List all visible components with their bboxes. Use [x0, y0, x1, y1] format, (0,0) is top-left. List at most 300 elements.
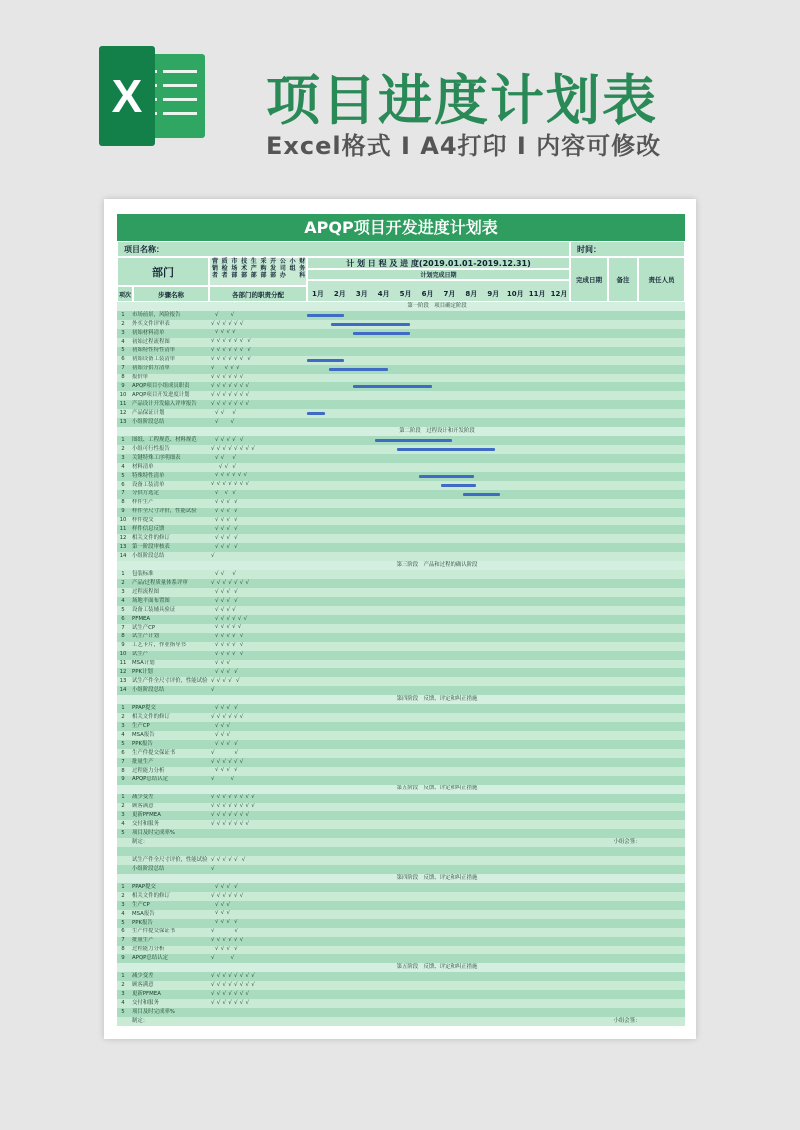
step-number: 3 [121, 991, 125, 997]
step-name: 初始材料清单 [132, 329, 165, 336]
table-row [117, 794, 685, 803]
duty-marks: √ √ √ √ √ √ √ [211, 356, 252, 363]
table-row [117, 588, 685, 597]
step-number: 13 [119, 544, 127, 551]
step-number: 3 [121, 722, 125, 729]
step-number [117, 838, 129, 847]
step-number: 7 [121, 365, 125, 372]
step-name: 生产件提交保证书 [132, 928, 176, 935]
step-name: 相关文件的修订 [132, 892, 170, 899]
duty-marks: √ √ √ √ √ [211, 678, 240, 685]
plan-date-label: 计划完成日期 [307, 269, 570, 280]
step-number: 3 [121, 588, 125, 595]
step-number: 4 [121, 999, 125, 1006]
step-name: 小组阶段总结 [132, 687, 165, 694]
step-name: APQP项目小组成员职责 [132, 383, 190, 390]
table-row [117, 990, 685, 999]
duty-marks: √ √ [211, 776, 235, 783]
table-row [117, 776, 685, 785]
duty-marks: √ √ √ √ [211, 669, 238, 676]
step-name: 减少变差 [132, 794, 154, 801]
dept-column-label: 市场部 [231, 258, 238, 279]
step-number: 5 [121, 606, 125, 613]
gantt-bar [307, 359, 344, 362]
step-name: 项目及时完成率% [132, 830, 175, 837]
step-name: APQP总结认定 [132, 955, 168, 962]
table-row [117, 847, 685, 856]
table-row [117, 320, 685, 329]
table-row [117, 803, 685, 812]
gantt-bar [329, 368, 388, 371]
step-number: 1 [121, 883, 125, 890]
table-row [117, 1017, 685, 1026]
step-number: 5 [121, 472, 125, 479]
duty-marks [211, 1017, 307, 1026]
table-row [117, 677, 685, 686]
signoff-label: 小组会签： [613, 839, 641, 846]
step-number: 8 [121, 374, 125, 381]
step-number: 5 [121, 919, 125, 926]
table-row [117, 758, 685, 767]
excel-logo-line [163, 70, 197, 73]
phase-label: 第四阶段 反馈、评定和纠正措施 [396, 874, 478, 881]
table-row [117, 660, 685, 669]
duty-marks [211, 847, 307, 856]
step-number [117, 865, 129, 874]
step-name: 样件提交 [132, 517, 154, 524]
step-number: 8 [121, 499, 125, 506]
step-name: 产品保证计划 [132, 410, 165, 417]
step-number: 11 [119, 660, 127, 667]
phase-label: 第三阶段 产品和过程的确认阶段 [396, 561, 478, 568]
step-name: MSA报告 [132, 910, 155, 917]
table-row [117, 820, 685, 829]
step-number: 5 [121, 740, 125, 747]
duty-marks: √ √ √ √ [211, 588, 238, 595]
step-name: 初始过程流程图 [132, 338, 170, 345]
step-number: 4 [121, 821, 125, 828]
duty-marks: √ [211, 552, 215, 559]
step-name: 产品设计开发输入评审报告 [132, 401, 197, 408]
step-number: 14 [119, 553, 127, 560]
step-name: PPAP提交 [132, 704, 156, 711]
step-name: 初始分供方清单 [132, 365, 170, 372]
duty-marks: √ √ √ [211, 570, 237, 577]
step-name: 初始设备工装清单 [132, 356, 176, 363]
table-row [117, 347, 685, 356]
step-number: 5 [121, 1008, 125, 1015]
dept-column-label: 财务科 [299, 258, 306, 279]
duty-marks: √ √ √ √ √ √ [211, 374, 244, 381]
table-row [117, 579, 685, 588]
table-row [117, 374, 685, 383]
step-name: 试生产 [132, 651, 149, 658]
step-number: 12 [119, 410, 127, 417]
duty-marks: √ √ √ [211, 463, 237, 470]
project-name-label: 项目名称： [117, 241, 570, 257]
table-row [117, 597, 685, 606]
step-number: 9 [121, 955, 125, 962]
table-row [117, 1008, 685, 1017]
step-number: 8 [121, 633, 125, 640]
step-name: 小组阶段总结 [132, 418, 165, 425]
duty-marks: √ √ √ √ √ √ [211, 758, 244, 765]
duty-marks: √ √ √ √ [211, 606, 236, 613]
table-row [117, 329, 685, 338]
step-number: 1 [121, 311, 125, 318]
table-row [117, 981, 685, 990]
duty-marks: √ √ √ [211, 409, 237, 416]
step-name: 材料清单 [132, 463, 154, 470]
step-name: 减少变差 [132, 973, 154, 980]
table-row [117, 463, 685, 472]
month-label: 12月 [550, 290, 568, 298]
step-number: 8 [121, 767, 125, 774]
phase-label: 第一阶段 项目确定阶段 [407, 302, 467, 309]
step-number: 3 [121, 901, 125, 908]
step-number: 10 [119, 651, 127, 658]
step-number: 11 [119, 401, 127, 408]
duty-marks: √ √ √ √ √ √ [211, 472, 248, 479]
step-number: 9 [121, 383, 125, 390]
phase-row [117, 561, 685, 570]
table-row [117, 704, 685, 713]
duty-marks: √ √ √ √ √ √ √ [211, 999, 250, 1006]
step-name: 顾客满意 [132, 982, 154, 989]
step-number [117, 847, 129, 856]
duty-marks: √ √ √ √ √ √ [211, 937, 244, 944]
table-row [117, 865, 685, 874]
duty-marks: √ √ √ √ √ √ [211, 320, 244, 327]
dept-column-label: 技术部 [241, 258, 248, 279]
duty-marks: √ √ √ √ √ √ √ [211, 481, 250, 488]
step-name: 交付和服务 [132, 999, 159, 1006]
duty-marks: √ √ √ [211, 910, 231, 917]
excel-logo-line [163, 112, 197, 115]
duty-marks: √ √ √ √ [211, 883, 238, 890]
phase-label: 第二阶段 过程设计和开发阶段 [399, 427, 475, 434]
step-name: PPAP提交 [132, 883, 156, 890]
excel-logo-letter: X [99, 46, 155, 146]
step-number: 3 [121, 812, 125, 819]
step-number: 13 [119, 678, 127, 685]
step-number: 4 [121, 597, 125, 604]
duty-marks: √ √ √ √ [211, 597, 238, 604]
table-row [117, 838, 685, 847]
step-name: 场地平面布置图 [132, 597, 170, 604]
step-name: 报价单 [132, 374, 149, 381]
table-row [117, 499, 685, 508]
step-name: 设备工装辅具验证 [132, 606, 176, 613]
month-label: 1月 [312, 290, 324, 298]
done-date-header: 完成日期 [570, 257, 608, 302]
table-row [117, 856, 685, 865]
duty-marks: √ √ √ √ √ [211, 651, 244, 658]
step-name: 初始特性特性清单 [132, 347, 176, 354]
step-name: 样件信息反馈 [132, 526, 165, 533]
step-name: 更新PFMEA [132, 991, 161, 997]
step-name: MSA报告 [132, 731, 155, 738]
gantt-bar [375, 439, 452, 442]
table-row [117, 508, 685, 517]
step-name: 批量生产 [132, 937, 154, 944]
step-name: APQP项目开发进度计划 [132, 392, 190, 399]
step-name: 过程能力分析 [132, 946, 165, 953]
duty-marks: √ √ √ √ [211, 526, 238, 533]
table-row [117, 713, 685, 722]
dept-column-label: 小组 [289, 258, 296, 272]
table-row [117, 651, 685, 660]
duty-marks: √ √ √ √ √ √ √ [211, 338, 252, 345]
step-name: PPK计划 [132, 669, 153, 676]
table-row [117, 356, 685, 365]
table-row [117, 731, 685, 740]
gantt-bar [353, 385, 432, 388]
step-name: APQP总结认定 [132, 776, 168, 783]
step-name: MSA计划 [132, 660, 155, 667]
phase-label: 第四阶段 反馈、评定和纠正措施 [396, 696, 478, 703]
page-subtitle: Excel格式 I A4打印 I 内容可修改 [266, 132, 662, 160]
step-number: 8 [121, 946, 125, 953]
step-name: 过程能力分析 [132, 767, 165, 774]
duty-marks: √ √ √ √ [211, 508, 238, 515]
table-row [117, 972, 685, 981]
plan-table [117, 302, 685, 1026]
step-number: 4 [121, 910, 125, 917]
step-number: 2 [121, 445, 125, 452]
step-number: 6 [121, 481, 125, 488]
duty-marks: √ √ √ √ √ √ √ [211, 990, 250, 997]
duty-marks: √ √ √ √ √ [211, 642, 244, 649]
duty-marks: √ √ √ √ √ √ √ √ [211, 803, 255, 810]
table-row [117, 633, 685, 642]
table-row [117, 606, 685, 615]
step-name: 外买文件评审表 [132, 320, 170, 327]
time-label: 时间： [570, 241, 685, 257]
step-number: 1 [121, 794, 125, 801]
duty-marks: √ √ √ √ √ √ √ [211, 392, 250, 399]
step-number: 4 [121, 463, 125, 470]
step-number: 7 [121, 624, 125, 631]
phase-label: 第五阶段 反馈、评定和纠正措施 [396, 785, 478, 792]
step-number: 12 [119, 669, 127, 676]
table-row [117, 642, 685, 651]
table-row [117, 883, 685, 892]
table-row [117, 543, 685, 552]
phase-label: 第五阶段 反馈、评定和纠正措施 [396, 964, 478, 971]
step-name: 相关文件的修订 [132, 535, 170, 542]
duty-marks: √ √ √ √ √ √ √ √ [211, 794, 255, 801]
step-number: 2 [121, 320, 125, 327]
step-name: 分供方选定 [132, 490, 159, 497]
step-number: 6 [121, 356, 125, 363]
table-row [117, 382, 685, 391]
table-row [117, 767, 685, 776]
table-row [117, 436, 685, 445]
month-label: 8月 [465, 290, 478, 298]
step-number: 2 [121, 713, 125, 720]
phase-row [117, 874, 685, 883]
gantt-bar [307, 412, 325, 415]
phase-row [117, 785, 685, 794]
duty-marks: √ √ √ √ √ √ [211, 615, 248, 622]
table-row [117, 517, 685, 526]
step-name: 项目及时完成率% [132, 1008, 175, 1015]
duty-marks: √ √ √ √ √ √ [211, 713, 244, 720]
table-row [117, 954, 685, 963]
owner-header: 责任人员 [638, 257, 685, 302]
duty-marks: √ √ √ √ √ √ √ [211, 400, 250, 407]
table-row [117, 910, 685, 919]
gantt-bar [397, 448, 496, 451]
table-row [117, 686, 685, 695]
step-name: 顾客满意 [132, 803, 154, 810]
step-number: 2 [121, 982, 125, 989]
step-name: 生产CP [132, 722, 150, 729]
duty-marks [211, 1008, 307, 1017]
step-name: 小组可行性报告 [132, 445, 170, 452]
duty-marks: √ √ [211, 311, 235, 318]
duty-marks: √ [211, 687, 215, 694]
month-label: 7月 [443, 290, 456, 298]
plan-title: 计 划 日 程 及 进 度(2019.01.01-2019.12.31) [307, 257, 570, 269]
step-number: 12 [119, 535, 127, 542]
duty-marks: √ √ √ √ √ √ √ √ [211, 445, 255, 452]
table-row [117, 454, 685, 463]
duty-marks: √ √ [211, 928, 239, 935]
step-number: 2 [121, 803, 125, 810]
table-row [117, 946, 685, 955]
dept-column-label: 营销者 [211, 258, 218, 279]
table-row [117, 749, 685, 758]
step-name: 市场前景，风险报告 [132, 311, 181, 318]
dept-column-label: 质检者 [221, 258, 228, 279]
step-number: 6 [121, 615, 125, 622]
step-number: 13 [119, 418, 127, 425]
table-row [117, 338, 685, 347]
table-row [117, 472, 685, 481]
table-row [117, 391, 685, 400]
dept-column-label: 采购部 [260, 258, 267, 279]
table-row [117, 311, 685, 320]
duty-marks: √ √ √ √ [211, 704, 238, 711]
step-number: 6 [121, 749, 125, 756]
duty-marks: √ √ √ √ √ √ √ [211, 579, 250, 586]
step-name: 试生产计划 [132, 633, 159, 640]
table-row [117, 552, 685, 561]
step-name: PFMEA [132, 615, 151, 622]
step-name: 样件全尺寸评价，性能试验 [132, 508, 197, 515]
step-number: 7 [121, 937, 125, 944]
step-name: 产品/过程质量体系评审 [132, 579, 188, 586]
table-row [117, 829, 685, 838]
remark-header: 备注 [608, 257, 638, 302]
step-number: 9 [121, 776, 125, 783]
step-number: 9 [121, 642, 125, 649]
step-number: 2 [121, 579, 125, 586]
step-number: 14 [119, 687, 127, 694]
step-number: 4 [121, 731, 125, 738]
duty-marks: √ √ [211, 418, 235, 425]
step-name: 特殊特性清单 [132, 472, 165, 479]
table-row [117, 490, 685, 499]
duty-marks: √ √ √ √ √ √ √ √ [211, 981, 255, 988]
step-number: 7 [121, 490, 125, 497]
step-number: 1 [121, 704, 125, 711]
table-row [117, 481, 685, 490]
duty-marks: √ √ √ √ √ √ √ √ [211, 973, 255, 980]
table-row [117, 615, 685, 624]
month-label: 10月 [506, 290, 524, 298]
month-label: 2月 [333, 290, 346, 298]
duty-marks: √ √ √ √ [211, 740, 238, 747]
step-name: 制定： [132, 839, 149, 846]
step-number: 1 [121, 973, 125, 980]
duty-marks: √ √ √ √ [211, 535, 238, 542]
gantt-bar [441, 484, 476, 487]
phase-row [117, 963, 685, 972]
dept-label: 部门 [117, 257, 209, 286]
duty-marks: √ √ √ [211, 660, 231, 667]
duty-marks: √ √ √ √ [211, 329, 236, 336]
step-name-header: 步骤名称 [133, 286, 209, 302]
step-number: 10 [119, 392, 127, 399]
month-label: 3月 [355, 290, 368, 298]
step-name: 批量生产 [132, 758, 154, 765]
table-row [117, 570, 685, 579]
step-name: PPK报告 [132, 740, 153, 747]
step-name: 相关文件的修订 [132, 713, 170, 720]
duty-header: 各部门的职责分配 [209, 286, 307, 302]
gantt-bar [331, 323, 410, 326]
step-number: 11 [119, 526, 127, 533]
duty-marks: √ √ √ √ [211, 919, 238, 926]
step-number: 3 [121, 454, 125, 461]
step-name: 工艺卡片，作业指导书 [132, 642, 186, 649]
step-number: 5 [121, 830, 125, 837]
step-number: 10 [119, 517, 127, 524]
excel-logo [99, 46, 207, 146]
gantt-bar [419, 475, 474, 478]
step-name: 试生产件全尺寸评价，性能试验 [132, 678, 208, 685]
gantt-bar [463, 493, 500, 496]
duty-marks: √ √ √ [211, 731, 231, 738]
duty-marks: √ √ √ √ √ [211, 624, 242, 631]
table-row [117, 740, 685, 749]
table-row [117, 624, 685, 633]
table-row [117, 668, 685, 677]
phase-row [117, 695, 685, 704]
month-label: 5月 [399, 290, 412, 298]
step-name: 第一阶段审核表 [132, 544, 170, 551]
step-name: 更新PFMEA [132, 812, 161, 819]
signoff-label: 小组会签： [613, 1017, 641, 1024]
duty-marks: √ √ √ [211, 722, 231, 729]
duty-marks: √ √ √ √ √ √ √ [211, 821, 250, 828]
step-number: 5 [121, 347, 125, 354]
table-row [117, 525, 685, 534]
table-row [117, 901, 685, 910]
duty-marks: √ √ √ √ √ [211, 436, 244, 443]
table-row [117, 919, 685, 928]
table-row [117, 409, 685, 418]
table-row [117, 365, 685, 374]
step-name: PPK报告 [132, 919, 153, 926]
duty-marks: √ √ √ [211, 901, 231, 908]
duty-marks: √ √ [211, 749, 239, 756]
dept-column-label: 开发部 [270, 258, 277, 279]
duty-marks: √ √ √ √ [211, 499, 238, 506]
